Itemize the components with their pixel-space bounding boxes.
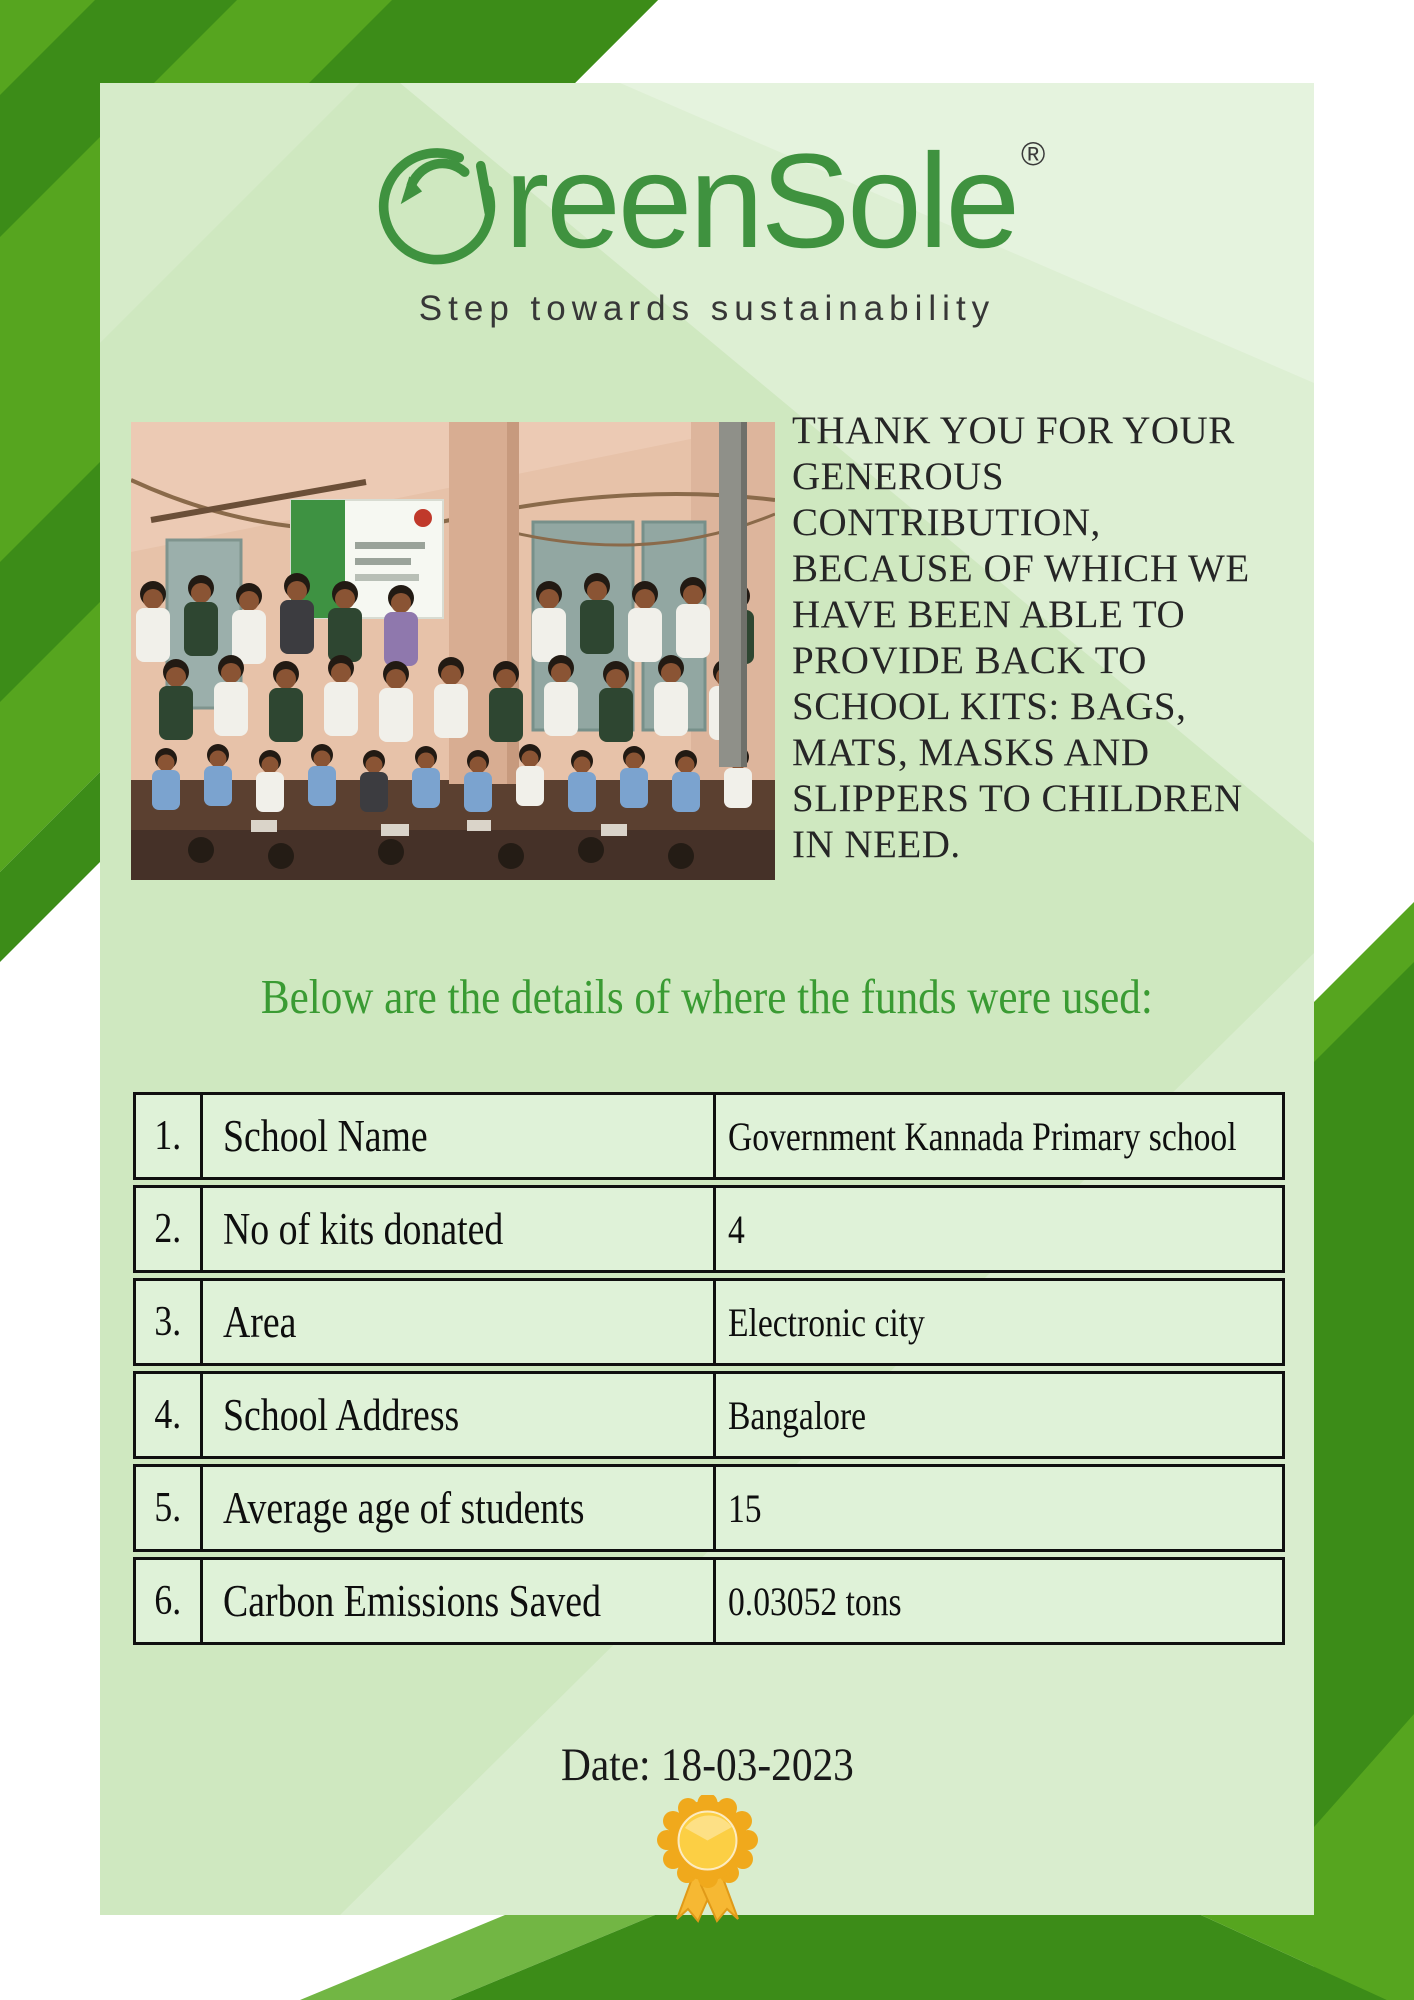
row-number-cell: 3. (136, 1281, 203, 1363)
row-label-cell: Area (203, 1281, 716, 1363)
row-number-cell: 2. (136, 1188, 203, 1270)
brand-tagline: Step towards sustainability (418, 289, 996, 328)
row-number-cell: 1. (136, 1095, 203, 1177)
gold-rosette-award-icon (640, 1795, 775, 1923)
thank-you-message: THANK YOU FOR YOUR GENEROUS CONTRIBUTION, BECAUSE OF WHICH WE HAVE BEEN ABLE TO PROVIDE BACK TO SCHOOL KITS: BAGS, MATS, MASKS AND SLIPPERS TO CHILDREN IN NEED. (792, 409, 1250, 867)
row-value-cell: Bangalore (728, 1392, 867, 1438)
content-panel (100, 83, 1314, 1915)
row-label-cell: School Name (203, 1095, 716, 1177)
row-value-cell: 15 (728, 1485, 762, 1531)
school-group-photo (131, 422, 775, 880)
recycle-arrow-g-icon (373, 138, 501, 266)
table-row (133, 1557, 1285, 1645)
row-number-cell: 5. (136, 1467, 203, 1549)
table-row (133, 1092, 1285, 1180)
table-row (133, 1185, 1285, 1273)
table-row (133, 1371, 1285, 1459)
funds-table (133, 1092, 1285, 1650)
row-label-cell: Average age of students (203, 1467, 716, 1549)
table-row (133, 1464, 1285, 1552)
row-value-cell: 0.03052 tons (728, 1578, 902, 1624)
date-line: Date: 18-03-2023 (560, 1739, 854, 1791)
row-value-cell: 4 (728, 1206, 745, 1252)
table-row (133, 1278, 1285, 1366)
brand-wordmark: reenSole (504, 127, 1018, 276)
row-value-cell: Electronic city (728, 1299, 925, 1345)
row-label-cell: Carbon Emissions Saved (203, 1560, 716, 1642)
funds-heading: Below are the details of where the funds were used: (260, 969, 1154, 1024)
row-value-cell: Government Kannada Primary school (728, 1113, 1237, 1159)
row-label-cell: No of kits donated (203, 1188, 716, 1270)
greensole-logo (100, 127, 1314, 277)
registered-trademark-mark: ® (1021, 135, 1046, 172)
row-number-cell: 4. (136, 1374, 203, 1456)
row-number-cell: 6. (136, 1560, 203, 1642)
row-label-cell: School Address (203, 1374, 716, 1456)
